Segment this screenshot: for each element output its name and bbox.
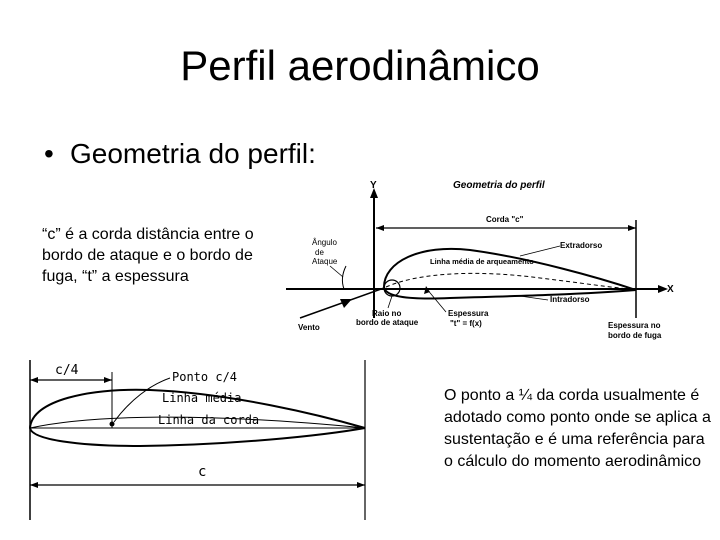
angle-label: Ângulo de Ataque	[312, 238, 338, 266]
c-arrow-right	[357, 482, 365, 488]
intradorso-label: Intradorso	[550, 295, 590, 304]
chord-description: “c” é a corda distância entre o bordo de ataque e o bordo de fuga, “t” a espessura	[42, 226, 254, 285]
quarter-chord-point	[110, 422, 115, 427]
x-axis-label: X	[667, 284, 674, 295]
sketch-lower-surface	[30, 428, 365, 446]
trailing-label-line2: bordo de fuga	[608, 331, 662, 340]
slide-title: Perfil aerodinâmico	[180, 42, 540, 89]
quarter-arrow-right	[104, 377, 112, 383]
quarter-chord-description: O ponto a ¼ da corda usualmente é adotado como ponto onde se aplica a sustentação e é uma referência para o cálculo do momento aerodinâmico	[444, 387, 711, 470]
quarter-label: c/4	[55, 363, 79, 378]
mean-line-label: Linha média	[162, 391, 242, 405]
diagram-title: Geometria do perfil	[453, 180, 545, 191]
bullet-symbol: •	[44, 138, 54, 169]
thickness-label-line1: Espessura	[448, 309, 489, 318]
trailing-label-line1: Espessura no	[608, 321, 661, 330]
chord-label: Corda "c"	[486, 215, 524, 224]
wind-label: Vento	[298, 323, 320, 332]
point-label: Ponto c/4	[172, 370, 238, 384]
c-label: c	[198, 464, 207, 480]
chord-line-label: Linha da corda	[158, 413, 260, 427]
thickness-label-line2: "t" = f(x)	[450, 319, 482, 328]
y-axis-label: Y	[370, 180, 377, 191]
bullet-text: Geometria do perfil:	[70, 138, 316, 169]
extradorso-label: Extradorso	[560, 241, 603, 250]
quarter-arrow-left	[30, 377, 38, 383]
camber-line-label: Linha média de arqueamento	[430, 257, 534, 266]
radius-label: Raio no bordo de ataque	[356, 309, 419, 327]
c-arrow-left	[30, 482, 38, 488]
